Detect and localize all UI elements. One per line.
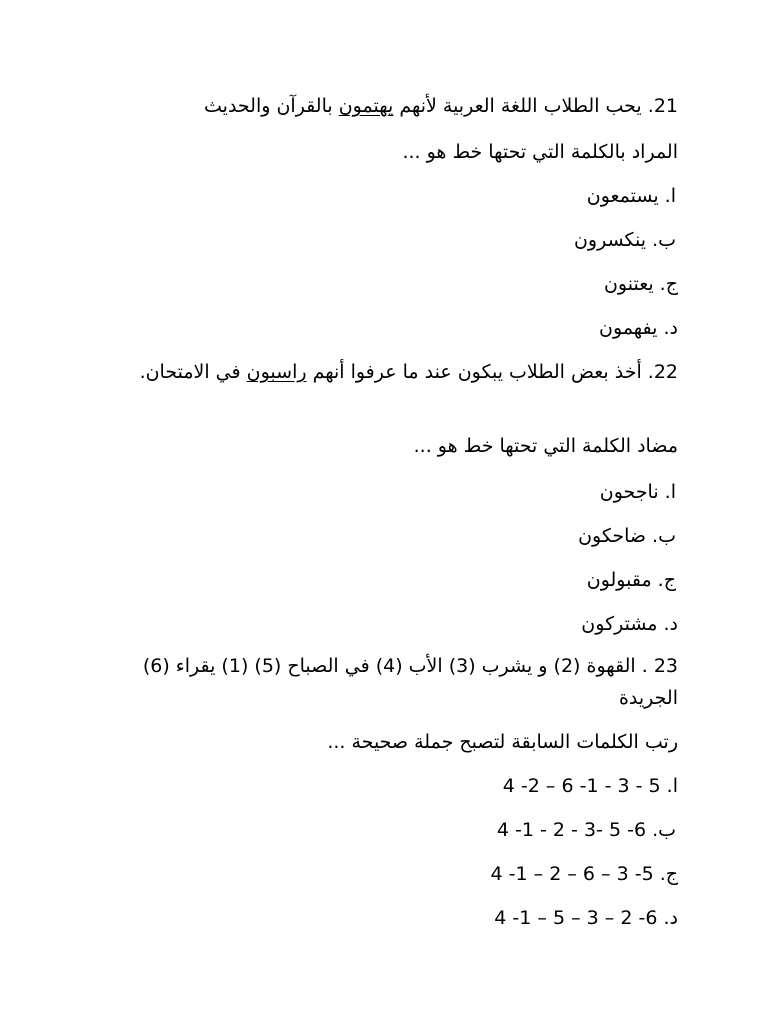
q21-underlined-word: يهتمون <box>338 95 394 117</box>
q23-option-a: ا. 5 - 3 - 1- 6 – 2- 4 <box>502 775 678 797</box>
q21-prompt: المراد بالكلمة التي تحتها خط هو ... <box>402 141 678 163</box>
q21-option-a: ا. يستمعون <box>586 185 676 207</box>
q23-stem: 23 . القهوة (2) و يشرب (3) الأب (4) في الصباح (5) (1) يقراء (6) الجريدة <box>142 655 678 709</box>
q22-stem <box>108 356 678 388</box>
q22-stem-after: في الامتحان. <box>139 361 241 383</box>
q23-option-b: ب. 6- 5 -3 - 2 - 1- 4 <box>496 819 676 841</box>
q22-prompt: مضاد الكلمة التي تحتها خط هو ... <box>413 435 678 457</box>
q22-stem-before: 22. أخذ بعض الطلاب يبكون عند ما عرفوا أنهم <box>312 361 678 383</box>
q22-option-b: ب. ضاحكون <box>578 525 676 547</box>
q22-option-c: ج. مقبولون <box>586 569 676 591</box>
q21-option-b: ب. ينكسرون <box>573 229 676 251</box>
q21-stem <box>204 90 678 122</box>
q21-option-c: ج. يعتنون <box>603 273 678 295</box>
q21-stem-after: بالقرآن والحديث <box>204 95 333 117</box>
q23-option-d: د. 6- 2 – 3 – 5 – 1- 4 <box>494 907 678 929</box>
q23-prompt: رتب الكلمات السابقة لتصبح جملة صحيحة ... <box>327 731 678 753</box>
q22-option-d: د. مشتركون <box>581 613 678 635</box>
q21-option-d: د. يفهمون <box>599 317 678 339</box>
q23-option-c: ج. 5- 3 – 6 – 2 – 1- 4 <box>490 863 678 885</box>
q21-stem-before: 21. يحب الطلاب اللغة العربية لأنهم <box>399 95 678 117</box>
q22-underlined-word: راسبون <box>246 361 307 383</box>
q22-option-a: ا. ناجحون <box>599 481 676 503</box>
